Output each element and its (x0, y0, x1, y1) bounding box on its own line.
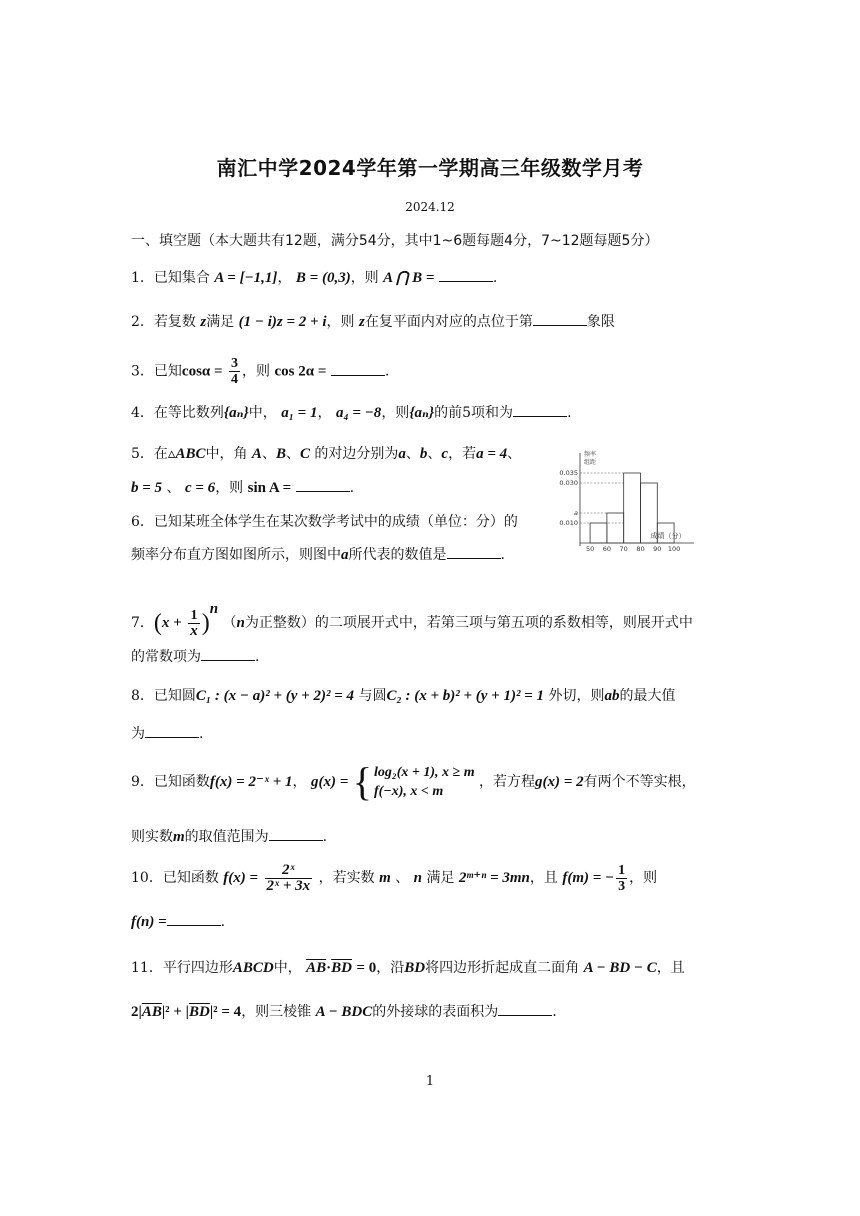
x-axis-label: 成绩（分） (650, 532, 686, 540)
q11-tetrahedron: A − BDC (315, 1004, 373, 1020)
q4-a1: a₁ = 1 (281, 405, 318, 421)
q11-angle: A − BD − C (583, 960, 657, 976)
q10-den: 2ˣ + 3x (266, 877, 311, 894)
q8-tail: . (199, 726, 204, 742)
answer-blank[interactable] (498, 1003, 552, 1016)
q11-dot: · (326, 960, 332, 976)
q6-a: a (341, 547, 349, 563)
q5-mid: 中，角 (205, 446, 248, 462)
q5-A: A (251, 446, 262, 462)
q5-cval: c = 6 (184, 480, 216, 496)
q5-a: a (398, 446, 406, 462)
q4-a4: a₄ = −8 (335, 405, 382, 421)
q2-text: 2．若复数 (131, 314, 196, 330)
q11-vec-ab2: $\overline{AB}$ (141, 1004, 162, 1020)
q2-tail: 象限 (586, 314, 615, 330)
q9-text: 9．已知函数 (131, 774, 210, 790)
q5-C: C (299, 446, 310, 462)
q7-text: 7． (131, 615, 154, 631)
q11-mid: 中， (273, 960, 302, 976)
q3-text: 3．已知 (131, 363, 182, 380)
q8-circle1: C₁ : (x − a)² + (y + 2)² = 4 (195, 688, 355, 704)
x-tick-label: 80 (636, 545, 645, 553)
q1-sep: ， (277, 270, 292, 286)
q10-num: 2ˣ (265, 863, 313, 879)
x-tick-label: 50 (585, 545, 595, 553)
q3-cos: cosα = (181, 363, 223, 380)
y-tick-label: 0.035 (559, 469, 578, 477)
section-heading: 一、填空题（本大题共有12题，满分54分，其中1~6题每题4分，7~12题每题5分） (131, 233, 659, 249)
question-6-cont (131, 545, 505, 565)
q4-text: 4．在等比数列 (131, 405, 224, 421)
q4-tail: . (567, 405, 572, 421)
q1-set-b: B = (0,3) (295, 270, 351, 286)
question-9-cont (131, 827, 327, 847)
q7-fraction (188, 608, 200, 639)
q5-triangle: ▵ABC (167, 446, 206, 462)
q7-note: 为正整数）的二项展开式中，若第三项与第五项的系数相等，则展开式中 (244, 615, 693, 631)
q10-fraction (265, 863, 313, 894)
q9-end: 有两个不等实根， (583, 774, 696, 790)
q4-seq: {aₙ} (223, 405, 249, 421)
q10-fnum: 1 (618, 862, 626, 878)
q4-end: 的前5项和为 (434, 405, 514, 421)
q10-f: f(x) = (223, 870, 259, 886)
q8-text: 8．已知圆 (131, 688, 196, 704)
q11-vec-ab: $\overline{AB}$ (306, 960, 327, 976)
q11-eq-a: 2| (131, 1004, 142, 1020)
q7-exp: n (209, 601, 219, 617)
q4-sep: ， (317, 405, 332, 421)
q7-paren-open: ( (153, 610, 162, 636)
exam-date: 2024.12 (405, 200, 455, 214)
q9-m: m (173, 829, 185, 845)
histogram-plot (559, 450, 694, 553)
q10-fraction2 (616, 863, 627, 894)
q4-mid2: ，则 (381, 405, 410, 421)
q2-mid1: 满足 (206, 314, 235, 330)
q3-mid: ，则 (242, 363, 271, 380)
q2-equation: (1 − i)z = 2 + i (238, 314, 327, 330)
q8-ab: ab (604, 688, 620, 704)
q7-note-open: （ (222, 615, 237, 631)
question-1 (131, 268, 497, 288)
q4-seq2: {aₙ} (409, 405, 435, 421)
q9-case2: f(−x), x < m (373, 784, 444, 799)
q5-bval: b = 5 (131, 480, 163, 496)
q8-end2: 的最大值 (619, 688, 676, 704)
question-11 (131, 958, 685, 978)
q10-fden: 3 (618, 878, 626, 894)
q5-end: . (349, 480, 355, 496)
q11-abcd: ABCD (232, 960, 274, 976)
q3-end: . (384, 363, 390, 380)
answer-blank[interactable] (296, 479, 350, 492)
question-5: 5．在▵ABC中，角 A、B、C 的对边分别为a、b、c，若a = 4、 (131, 446, 522, 462)
x-tick-label: 70 (619, 545, 628, 553)
x-tick-label: 60 (602, 545, 612, 553)
answer-blank[interactable] (533, 313, 587, 326)
q6-text: 频率分布直方图如图所示，则图中 (131, 547, 341, 563)
q11-eq-c: |² = 4 (209, 1004, 242, 1020)
question-5-cont: b = 5 、 c = 6，则 sin A = . (131, 480, 355, 496)
q10-m: m (379, 870, 391, 886)
q1-set-a: A = [−1,1] (214, 270, 278, 286)
q9-cases (374, 763, 475, 801)
question-10 (131, 858, 657, 898)
q5-b: b (419, 446, 428, 462)
q11-mid3: 将四边形折起成直二面角 (425, 960, 580, 976)
q9-sep: ， (292, 774, 307, 790)
q10-eq: 2ᵐ⁺ⁿ = 3mn (458, 870, 530, 886)
q3-num: 3 (231, 356, 239, 371)
q5-text: 5．在 (131, 446, 168, 462)
y-tick-label: 0.030 (559, 479, 578, 487)
question-9 (131, 759, 696, 804)
q7-line2: 的常数项为 (131, 649, 201, 665)
page-number: 1 (425, 1074, 435, 1089)
q5-aval: a = 4 (476, 446, 508, 462)
q7-n: n (236, 615, 245, 631)
q9-case1: log₂(x + 1), x ≥ m (373, 765, 475, 780)
question-8-cont (131, 724, 203, 744)
q7-den: x (190, 622, 198, 639)
x-tick-label: 90 (653, 545, 662, 553)
question-2 (131, 312, 615, 332)
q5-B: B (275, 446, 286, 462)
q11-tail: . (552, 1004, 557, 1020)
q10-mid: ，若实数 (318, 870, 375, 886)
answer-blank[interactable] (167, 913, 221, 926)
q5-sin: sin A = (247, 480, 292, 496)
question-4 (131, 403, 572, 423)
q11-line2-mid: ，则三棱锥 (241, 1004, 312, 1020)
q5-then: ，则 (215, 480, 244, 496)
q10-mid2: 满足 (426, 870, 455, 886)
question-11-cont (131, 1002, 557, 1022)
question-6: 6．已知某班全体学生在某次数学考试中的成绩（单位：分）的 (131, 514, 518, 530)
q10-text: 10．已知函数 (131, 870, 219, 886)
question-7-cont (131, 647, 259, 667)
answer-blank[interactable] (513, 404, 567, 417)
q6-tail: . (500, 547, 505, 563)
q9-mid: ，若方程 (479, 774, 536, 790)
answer-blank[interactable] (201, 648, 255, 661)
q11-line2-end: 的外接球的表面积为 (372, 1004, 499, 1020)
q5-c: c (441, 446, 449, 462)
question-10-cont (131, 912, 225, 932)
q3-den: 4 (231, 372, 239, 387)
q9-line2-end: 的取值范围为 (184, 829, 269, 845)
q9-line2: 则实数 (131, 829, 173, 845)
q5-text2: 的对边分别为 (314, 446, 399, 462)
answer-blank[interactable] (269, 828, 323, 841)
q1-intersection: A ⋂ B = (383, 270, 435, 286)
question-3 (131, 356, 389, 387)
q10-line2: f(n) = (131, 914, 167, 930)
q1-mid: ，则 (350, 270, 379, 286)
q8-end: 外切，则 (548, 688, 605, 704)
q7-x: x + (161, 615, 182, 631)
q9-tail: . (322, 829, 328, 845)
q2-z2: z (358, 314, 365, 330)
q7-tail: . (255, 649, 260, 665)
histogram-bar (590, 523, 607, 543)
q7-num: 1 (188, 608, 200, 624)
q4-mid1: 中， (248, 405, 277, 421)
q11-mid2: ，沿 (376, 960, 405, 976)
x-tick-label: 100 (667, 545, 681, 553)
q3-fraction (229, 356, 240, 387)
q11-text: 11．平行四边形 (131, 960, 233, 976)
q10-sep: 、 (395, 870, 410, 886)
frequency-histogram (548, 449, 698, 557)
q2-z: z (200, 314, 207, 330)
q2-mid2: ，则 (326, 314, 355, 330)
q10-mid3: ，且 (529, 870, 558, 886)
q10-n: n (413, 870, 423, 886)
q10-tail: . (220, 914, 226, 930)
q9-brace: { (352, 759, 372, 804)
histogram-bar (607, 513, 624, 543)
q9-eq: g(x) = 2 (535, 774, 584, 790)
y-axis-label: 频率 (584, 451, 597, 458)
answer-blank[interactable] (439, 269, 493, 282)
answer-blank[interactable] (331, 363, 385, 376)
q9-piecewise (352, 759, 475, 804)
q11-vec-bd2: $\overline{BD}$ (188, 1004, 210, 1020)
histogram-bar (624, 473, 641, 543)
question-8 (131, 686, 675, 706)
q10-fm: f(m) = − (562, 870, 615, 886)
q11-end: ，且 (656, 960, 685, 976)
q11-eq-b: |² + | (161, 1004, 189, 1020)
exam-title: 南汇中学2024学年第一学期高三年级数学月考 (216, 156, 644, 180)
answer-blank[interactable] (145, 725, 199, 738)
q10-then: ，则 (629, 870, 658, 886)
q2-end: 在复平面内对应的点位于第 (364, 314, 533, 330)
q1-text: 1．已知集合 (131, 270, 210, 286)
answer-blank[interactable] (447, 546, 501, 559)
q5-if: ，若 (448, 446, 477, 462)
q6-end: 所代表的数值是 (348, 547, 447, 563)
y-axis-label-2: 组距 (584, 459, 597, 466)
q8-circle2: C₂ : (x + b)² + (y + 1)² = 1 (386, 688, 545, 704)
q1-end: . (492, 270, 498, 286)
q7-paren-close: ) (201, 610, 210, 636)
q8-mid: 与圆 (358, 688, 387, 704)
q9-f: f(x) = 2⁻ˣ + 1 (209, 774, 293, 790)
q8-line2: 为 (131, 726, 145, 742)
q3-cos2a: cos 2α = (274, 363, 327, 380)
question-7 (131, 589, 693, 643)
q11-bd: BD (404, 960, 426, 976)
q9-g: g(x) = (310, 774, 349, 790)
y-tick-label: a (574, 509, 578, 517)
q11-eq0: = 0 (356, 960, 377, 976)
q11-vec-bd: $\overline{BD}$ (331, 960, 353, 976)
y-tick-label: 0.010 (559, 519, 578, 527)
